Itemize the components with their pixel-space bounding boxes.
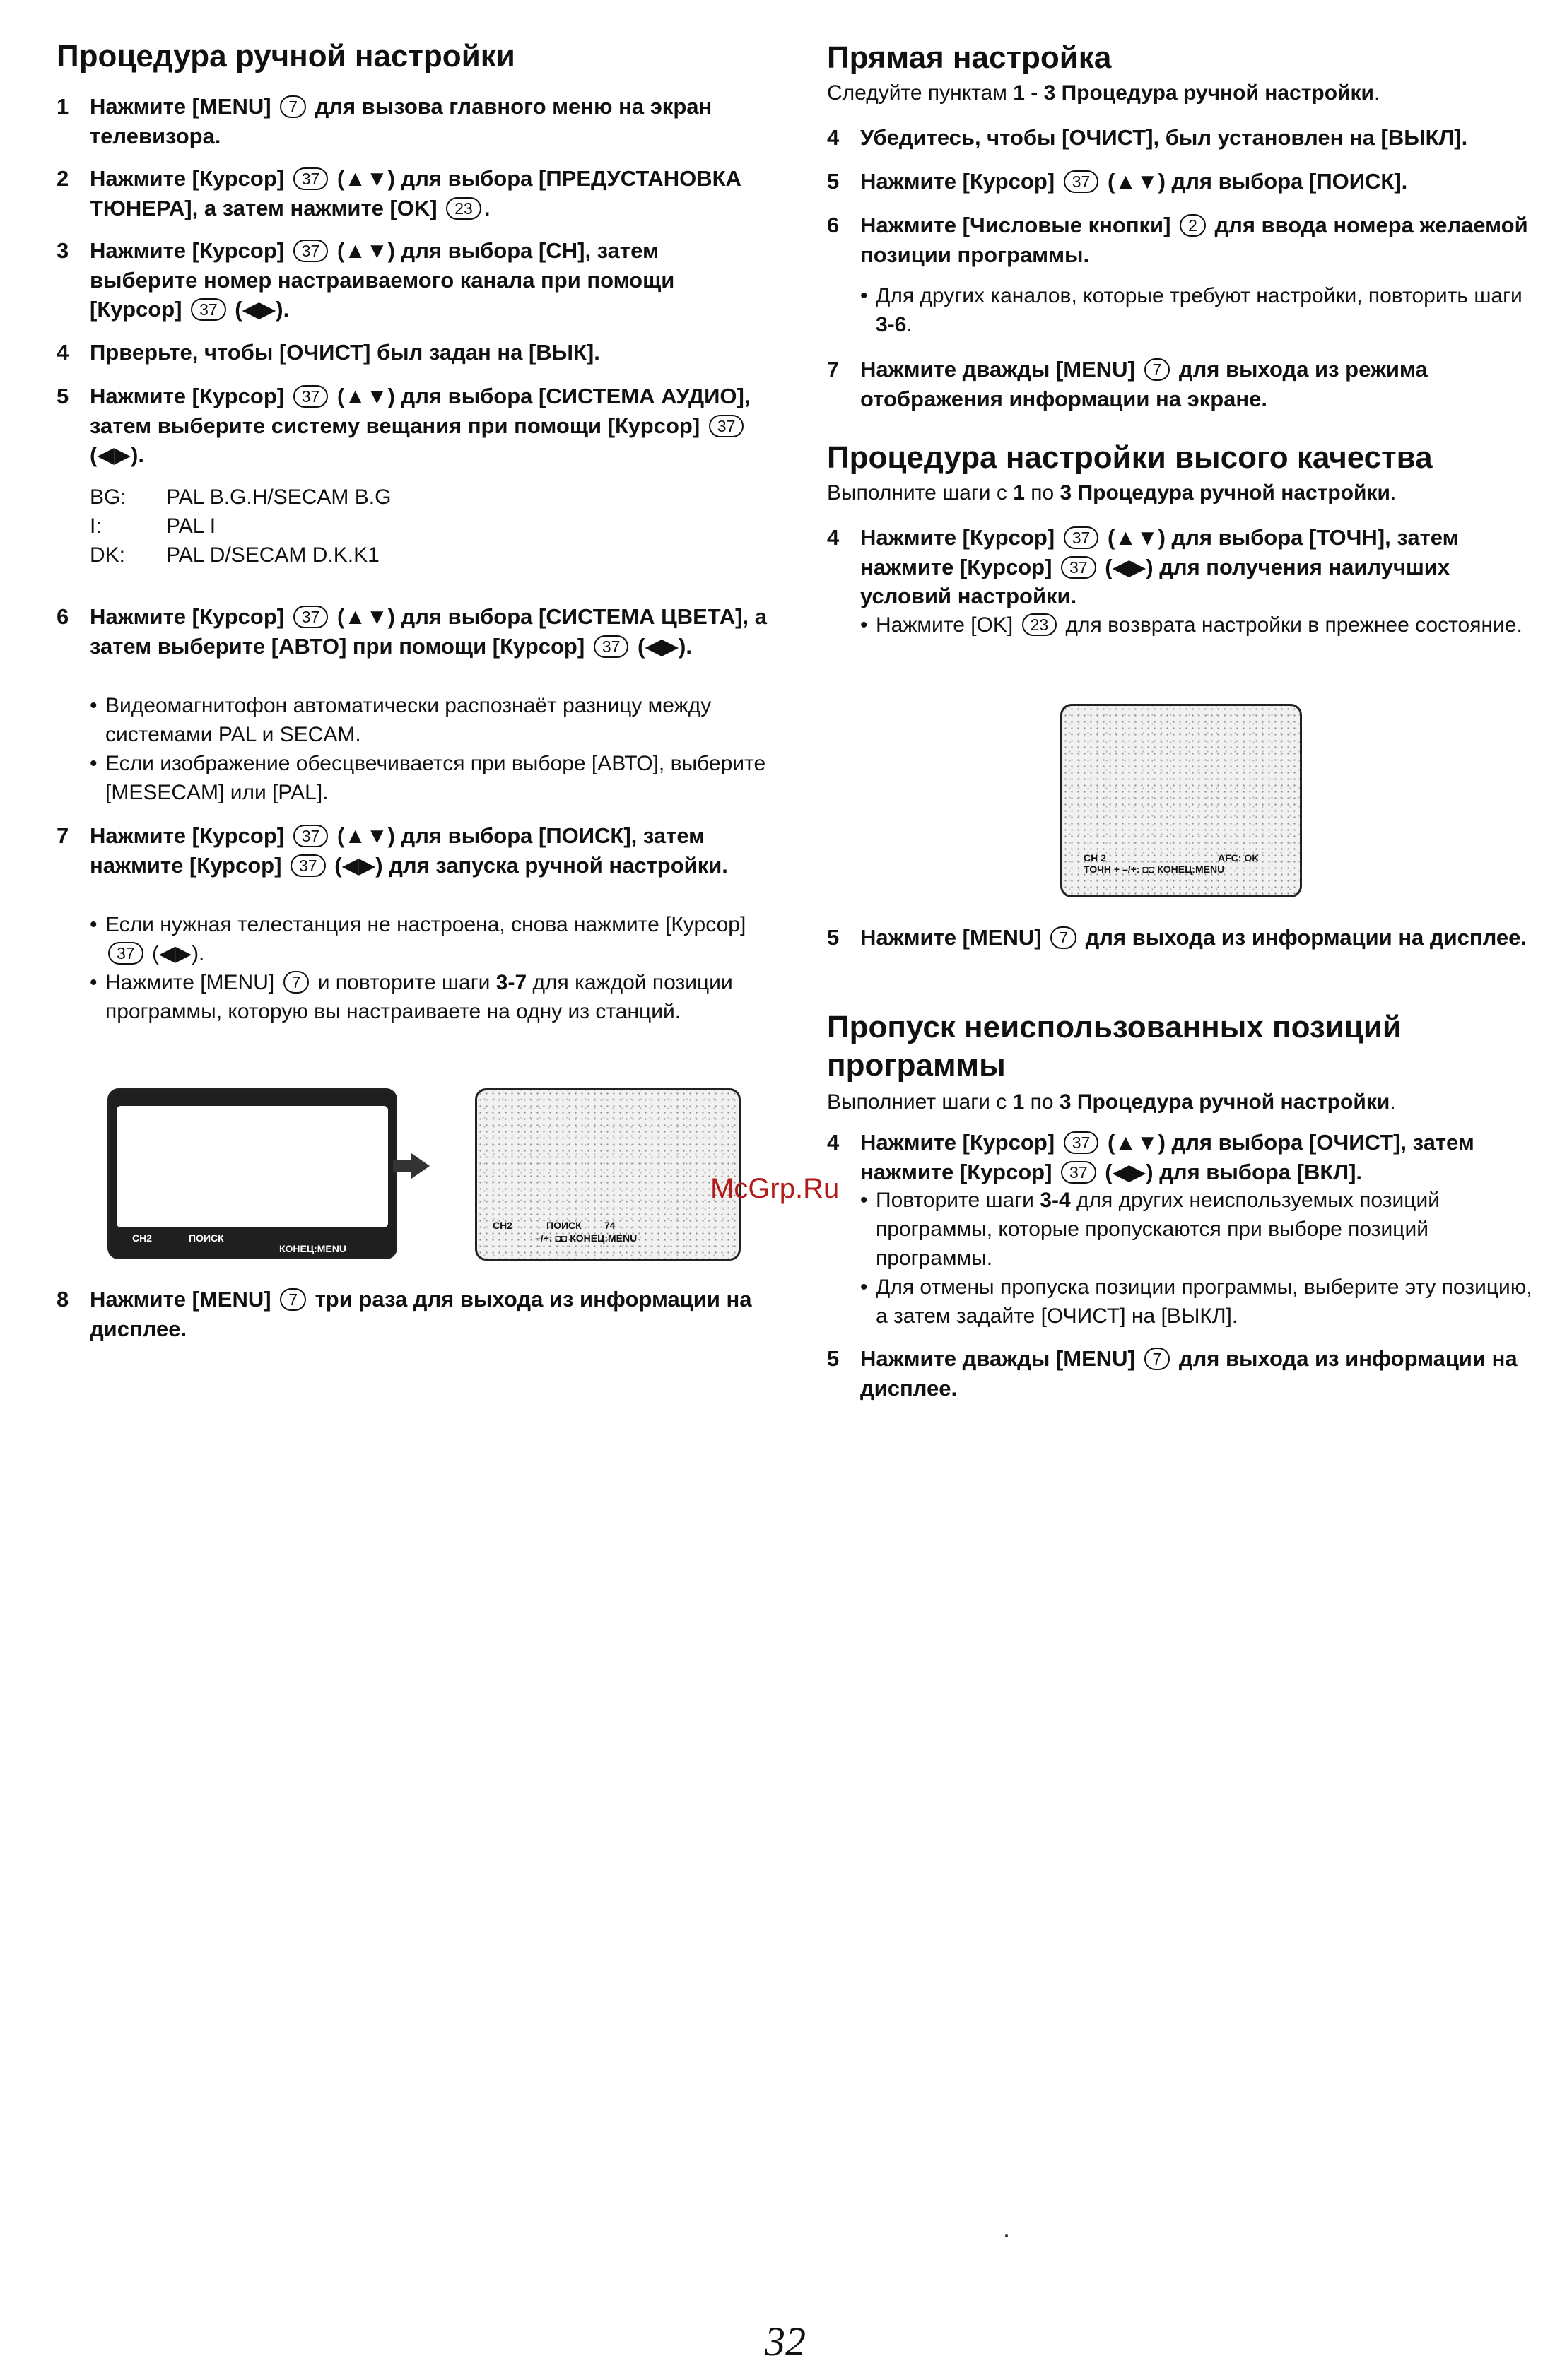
key-button-icon: 7	[1144, 1348, 1170, 1370]
key-button-icon: 37	[293, 385, 329, 408]
skip-step-4-notes: • Повторите шаги 3-4 для других неиспользуемых позиций программы, которые пропускаются при выборе позиций программы. • Для отмены пропуска позиции программы, выберите эту позицию, а затем задайте [ОЧИСТ] на [ВЫКЛ].	[860, 1186, 1541, 1331]
key-button-icon: 37	[293, 240, 329, 262]
step-1: 1 Нажмите [MENU] 7 для вызова главного меню на экран телевизора.	[57, 94, 712, 148]
direct-tuning-title: Прямая настройка	[827, 40, 1112, 75]
key-button-icon: 37	[293, 167, 329, 190]
key-button-icon: 37	[1061, 1161, 1096, 1184]
key-button-icon: 37	[108, 942, 143, 965]
hq-step-4-notes: • Нажмите [OK] 23 для возврата настройки в прежнее состояние.	[860, 611, 1541, 640]
skip-step-5: 5 Нажмите дважды [MENU] 7 для выхода из информации на дисплее.	[827, 1346, 1518, 1401]
system-row-dk: DK: PAL D/SECAM D.K.K1	[90, 543, 380, 567]
step-8: 8 Нажмите [MENU] 7 три раза для выхода из информации на дисплее.	[57, 1287, 752, 1341]
skip-title-line-1: Пропуск неиспользованных позиций	[827, 1010, 1402, 1044]
key-button-icon: 37	[1064, 1131, 1099, 1154]
step-6: 6 Нажмите [Курсор] 37 (▲▼) для выбора [СИСТЕМА ЦВЕТА], а затем выберите [АВТО] при помощи [Курсор] 37 (◀▶).	[57, 604, 767, 659]
key-button-icon: 7	[280, 1288, 306, 1311]
key-button-icon: 23	[1022, 613, 1057, 636]
direct-step-6: 6 Нажмите [Числовые кнопки] 2 для ввода номера желаемой позиции программы.	[827, 213, 1528, 267]
arrow-right-icon	[390, 1150, 433, 1182]
key-button-icon: 23	[446, 197, 481, 220]
key-button-icon: 37	[1064, 526, 1099, 549]
key-button-icon: 37	[291, 854, 326, 877]
step-5: 5 Нажмите [Курсор] 37 (▲▼) для выбора [СИСТЕМА АУДИО], затем выберите систему вещания при помощи [Курсор] 37 (◀▶).	[57, 384, 751, 467]
direct-step-7: 7 Нажмите дважды [MENU] 7 для выхода из режима отображения информации на экране.	[827, 357, 1428, 411]
key-button-icon: 7	[1144, 358, 1170, 381]
direct-step-5: 5 Нажмите [Курсор] 37 (▲▼) для выбора [ПОИСК].	[827, 169, 1408, 194]
step-6-notes: • Видеомагнитофон автоматически распознаёт разницу между системами PAL и SECAM. • Если изображение обесцвечивается при выборе [АВТО], выберите [MESECAM] или [PAL].	[90, 691, 770, 807]
skip-step-4: 4 Нажмите [Курсор] 37 (▲▼) для выбора [ОЧИСТ], затем нажмите [Курсор] 37 (◀▶) для выбора [ВКЛ].	[827, 1130, 1474, 1184]
key-button-icon: 37	[594, 635, 629, 658]
manual-tuning-title: Процедура ручной настройки	[57, 39, 515, 73]
page-number: 32	[765, 2319, 806, 2364]
key-button-icon: 2	[1180, 214, 1206, 237]
hq-step-4: 4 Нажмите [Курсор] 37 (▲▼) для выбора [ТОЧН], затем нажмите [Курсор] 37 (◀▶) для получения наилучших условий настройки.	[827, 525, 1459, 608]
high-quality-title: Процедура настройки высого качества	[827, 440, 1433, 475]
key-button-icon: 37	[293, 825, 329, 847]
key-button-icon: 37	[1061, 556, 1096, 579]
direct-step-4: 4 Убедитесь, чтобы [ОЧИСТ], был установлен на [ВЫКЛ].	[827, 125, 1468, 150]
system-row-bg: BG: PAL B.G.H/SECAM B.G	[90, 485, 392, 509]
skip-title-line-2: программы	[827, 1048, 1006, 1083]
direct-tuning-subtitle: Следуйте пунктам 1 - 3 Процедура ручной настройки.	[827, 81, 1380, 105]
key-button-icon: 7	[1050, 926, 1076, 949]
direct-step-6-notes: • Для других каналов, которые требуют настройки, повторить шаги 3-6.	[860, 281, 1541, 339]
step-7-notes: • Если нужная телестанция не настроена, снова нажмите [Курсор] 37 (◀▶). • Нажмите [MENU] 7 и повторите шаги 3-7 для каждой позиции программы, которую вы настраиваете на одну из станций.	[90, 910, 770, 1026]
watermark: McGrp.Ru	[710, 1173, 840, 1204]
key-button-icon: 7	[283, 971, 310, 994]
high-quality-subtitle: Выполните шаги с 1 по 3 Процедура ручной настройки.	[827, 481, 1397, 505]
step-7: 7 Нажмите [Курсор] 37 (▲▼) для выбора [ПОИСК], затем нажмите [Курсор] 37 (◀▶) для запуска ручной настройки.	[57, 823, 728, 878]
tv-screen-searching: CH2 ПОИСК КОНЕЦ:MENU	[107, 1088, 397, 1259]
hq-step-5: 5 Нажмите [MENU] 7 для выхода из информации на дисплее.	[827, 925, 1527, 950]
tv-screen-fine-tune: CH 2 AFC: OK ТОЧН + –/+: ◘◘ КОНЕЦ:MENU	[1060, 704, 1302, 897]
step-2: 2 Нажмите [Курсор] 37 (▲▼) для выбора [ПРЕДУСТАНОВКА ТЮНЕРА], а затем нажмите [OK] 23 .	[57, 166, 741, 220]
key-button-icon: 37	[293, 606, 329, 628]
step-4: 4 Прверьте, чтобы [ОЧИСТ] был задан на [ВЫК].	[57, 340, 600, 365]
key-button-icon: 37	[191, 298, 226, 321]
system-row-i: I: PAL I	[90, 514, 216, 538]
key-button-icon: 37	[1064, 170, 1099, 193]
key-button-icon: 7	[280, 95, 306, 118]
skip-subtitle: Выполниет шаги с 1 по 3 Процедура ручной настройки.	[827, 1090, 1396, 1114]
step-3: 3 Нажмите [Курсор] 37 (▲▼) для выбора [СН], затем выберите номер настраиваемого канала при помощи [Курсор] 37 (◀▶).	[57, 238, 675, 322]
speck	[1005, 2234, 1008, 2237]
tv-screen-search-result: CH2 ПОИСК 74 –/+: ◘◘ КОНЕЦ:MENU	[475, 1088, 741, 1261]
key-button-icon: 37	[709, 415, 744, 437]
